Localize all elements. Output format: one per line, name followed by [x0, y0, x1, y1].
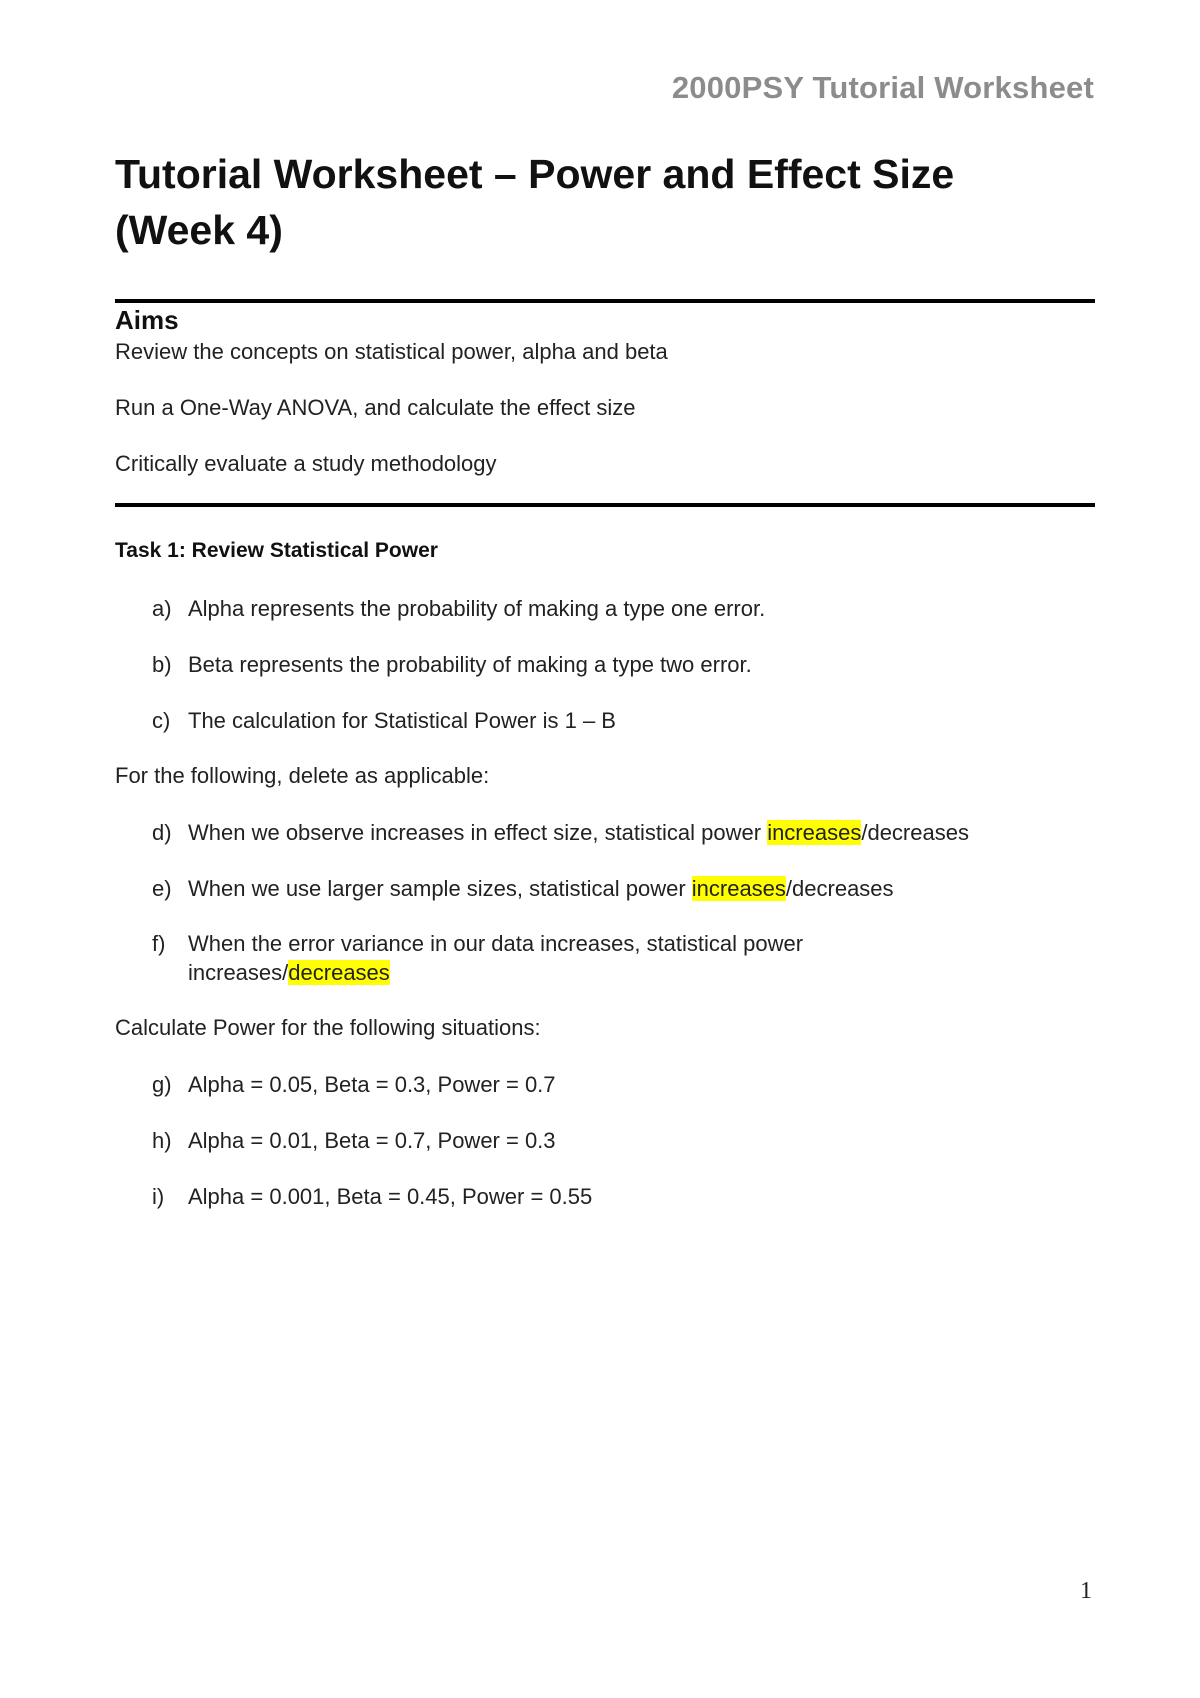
page-number: 1 — [1080, 1578, 1092, 1604]
delete-instruction: For the following, delete as applicable: — [115, 763, 490, 788]
title-line-2: (Week 4) — [115, 207, 283, 253]
question-text-before: When we observe increases in effect size, statistical power — [188, 820, 768, 845]
aims-item: Review the concepts on statistical power, alpha and beta — [115, 339, 668, 364]
question-text-after: /decreases — [785, 876, 894, 901]
question-letter: d) — [152, 820, 172, 845]
aims-list — [115, 339, 668, 507]
question-text-before: When we use larger sample sizes, statistical power — [188, 876, 692, 901]
question-letter: c) — [152, 708, 171, 733]
question-letter: f) — [152, 931, 166, 956]
divider-top — [115, 299, 1095, 303]
calc-instruction: Calculate Power for the following situations: — [115, 1015, 541, 1040]
question-text: Alpha = 0.05, Beta = 0.3, Power = 0.7 — [188, 1072, 556, 1097]
question-letter: a) — [152, 596, 172, 621]
question-text: Alpha = 0.001, Beta = 0.45, Power = 0.55 — [188, 1184, 593, 1209]
aims-item: Run a One-Way ANOVA, and calculate the effect size — [115, 395, 636, 420]
question-text: The calculation for Statistical Power is 1 – B — [188, 708, 616, 733]
highlighted-answer: increases — [767, 820, 862, 845]
highlighted-answer: increases — [691, 876, 786, 901]
question-text-after: /decreases — [861, 820, 969, 845]
question-letter: h) — [152, 1128, 172, 1153]
question-letter: b) — [152, 652, 172, 677]
question-text — [188, 874, 1068, 903]
question-text: Alpha represents the probability of making a type one error. — [188, 596, 766, 621]
task1-heading: Task 1: Review Statistical Power — [115, 539, 438, 562]
question-letter: e) — [152, 876, 172, 901]
aims-heading: Aims — [115, 305, 179, 335]
divider-bottom — [115, 503, 1095, 507]
question-letter: g) — [152, 1072, 172, 1097]
question-letter: i) — [152, 1184, 165, 1209]
highlighted-answer: decreases — [288, 960, 390, 985]
title-line-1: Tutorial Worksheet – Power and Effect Size — [115, 151, 955, 197]
question-text — [188, 818, 1068, 847]
aims-item: Critically evaluate a study methodology — [115, 451, 497, 476]
question-text: Alpha = 0.01, Beta = 0.7, Power = 0.3 — [188, 1128, 556, 1153]
question-text-line1: When the error variance in our data increases, statistical power — [188, 931, 804, 956]
question-text: Beta represents the probability of making a type two error. — [188, 652, 752, 677]
running-header: 2000PSY Tutorial Worksheet — [671, 70, 1094, 105]
document-title — [115, 146, 1095, 258]
question-text — [188, 929, 1068, 987]
question-text-before: increases/ — [188, 960, 289, 985]
